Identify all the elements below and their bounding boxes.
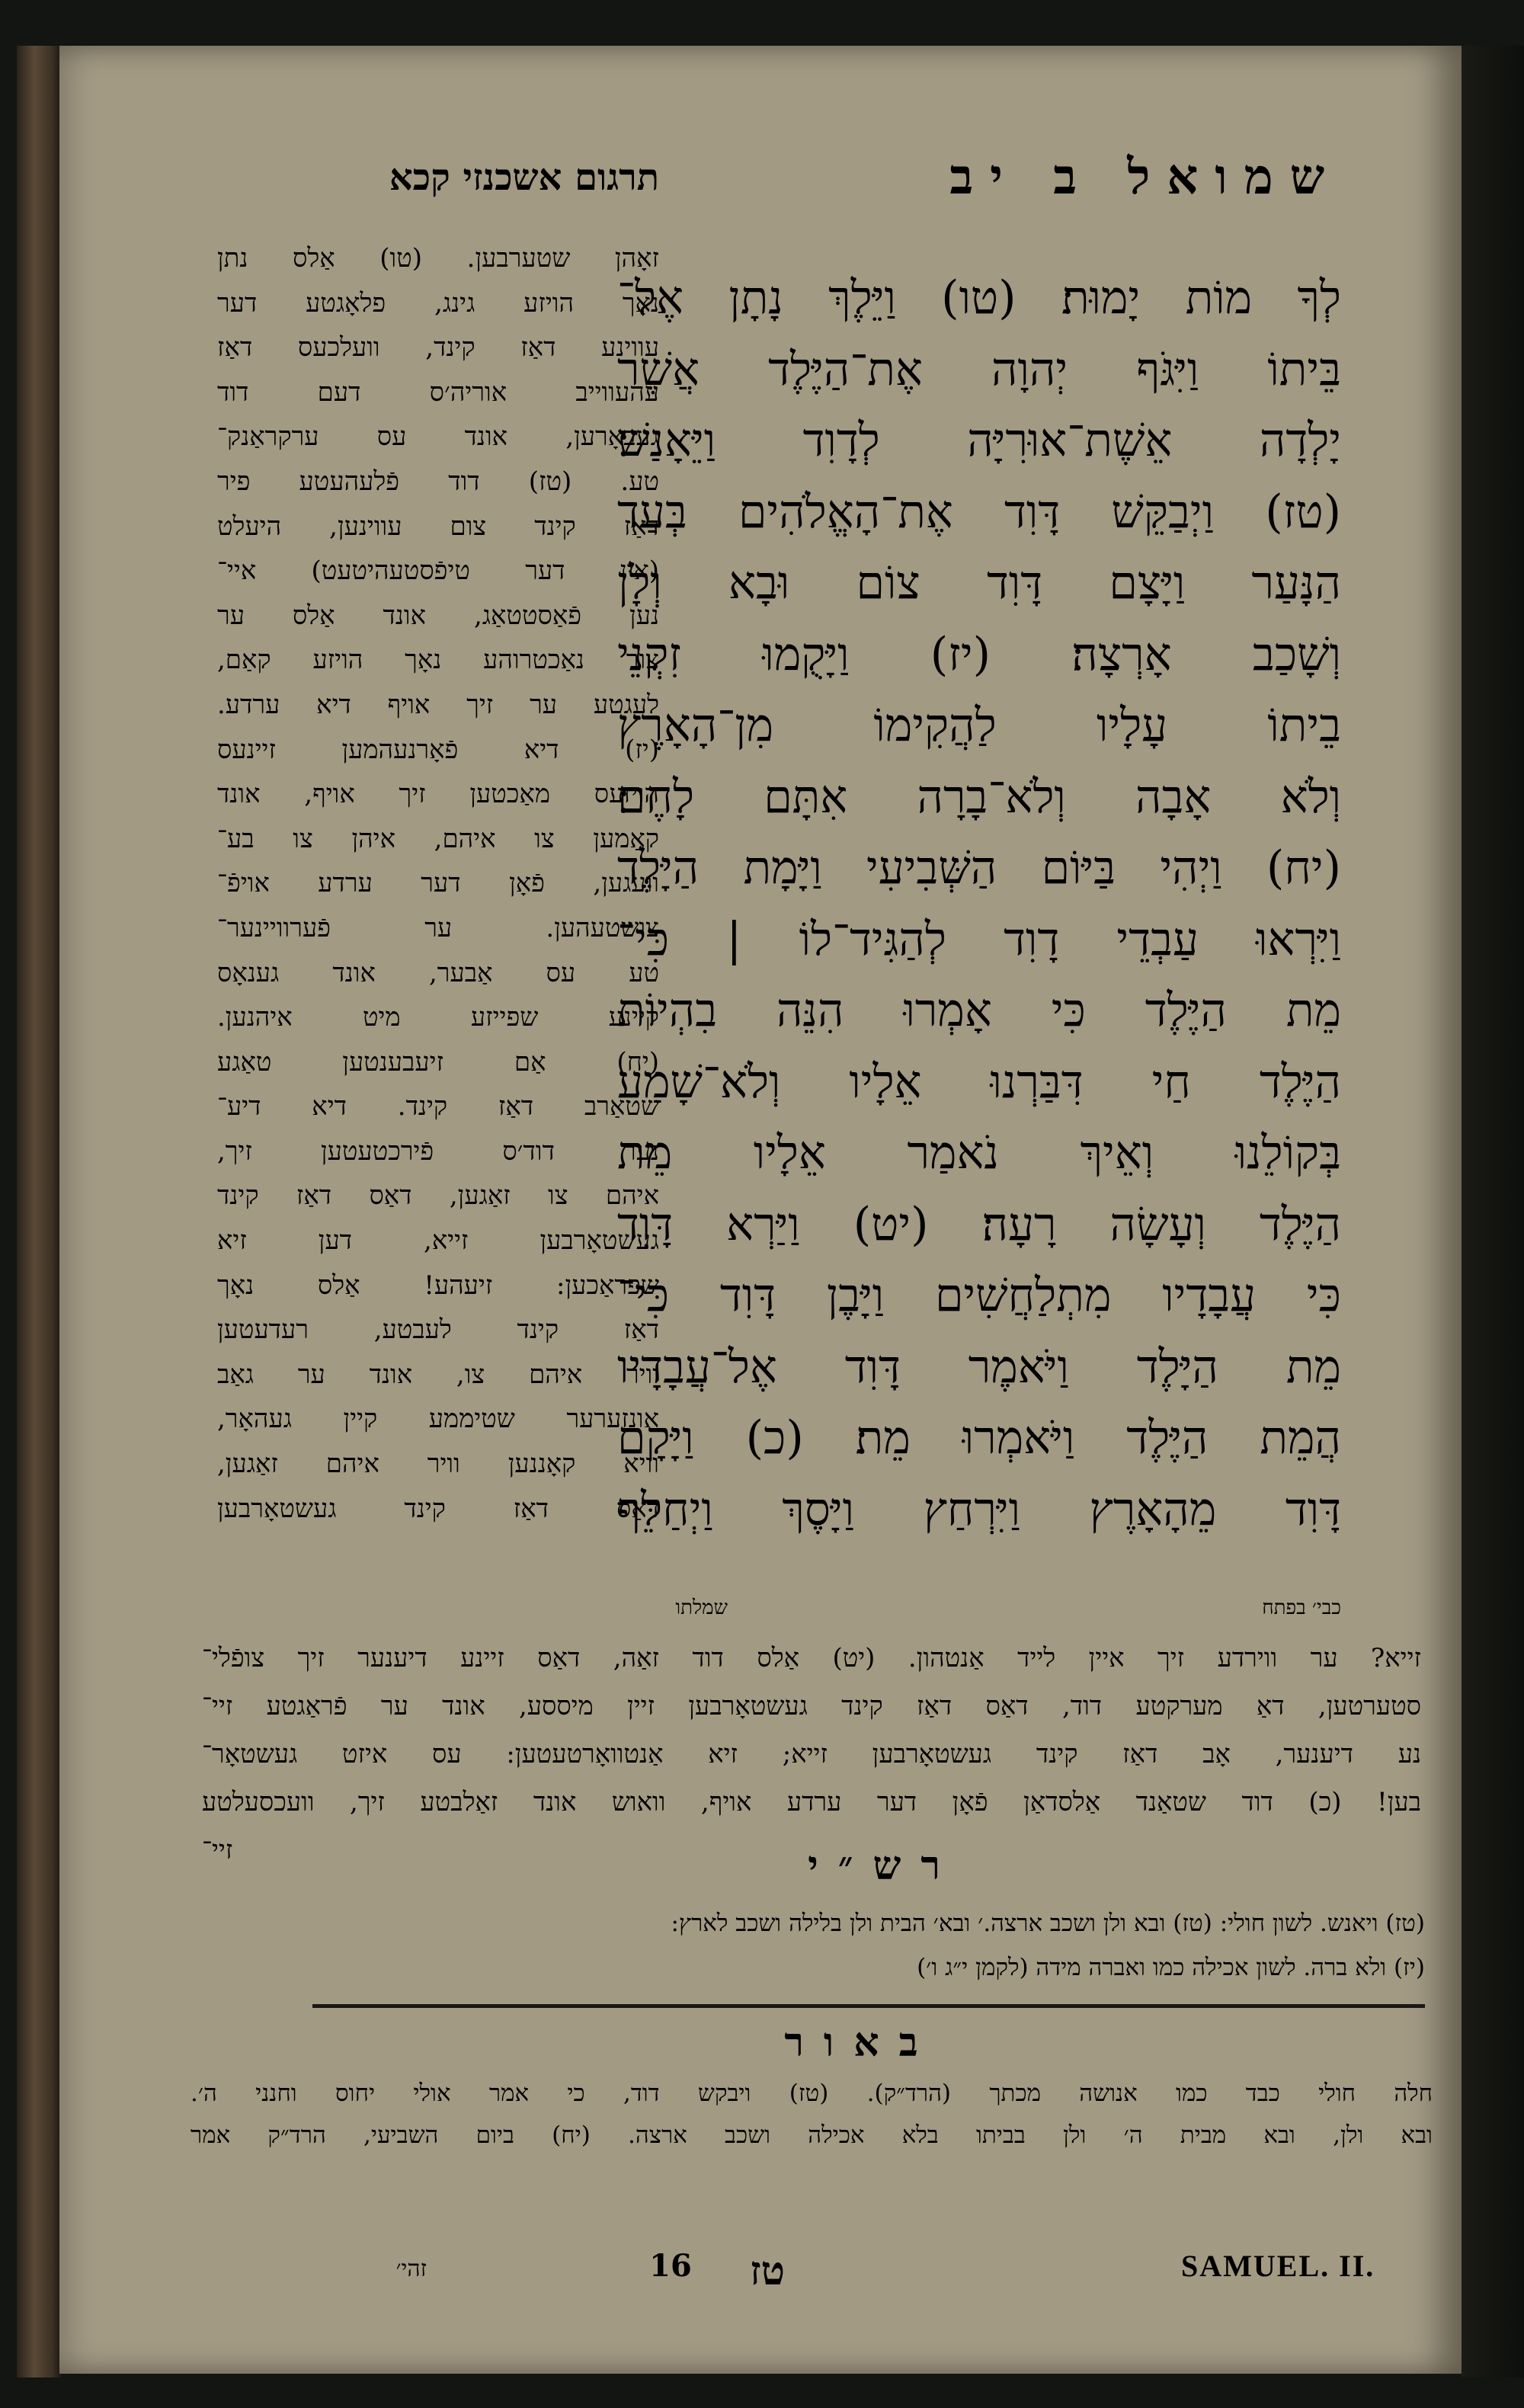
continuation-line: נע דיענער, אָב דאַז קינד געשטאָרבען זייא; זיא אַנטוואָרטעטען: עס איזט געשטאָר־ (202, 1739, 1421, 1769)
targum-line: קאַמען צו איהם, איהן צו בע־ (217, 823, 659, 854)
targum-line: דאַס דאַז קינד געשטאָרבען (217, 1493, 659, 1524)
targum-line: (יז) דיא פֿאָרנעהמען זיינעס (217, 734, 659, 765)
text-line: בְּקוֹלֵנוּ וְאֵיךְ נֹאמַר אֵלָיו מֵת (617, 1126, 1341, 1180)
continuation-line: זיי־ (202, 1835, 233, 1865)
text-line: הַיֶּלֶד וְעָשָׂה רָעָה׃ (יט) וַיַּרְא דָּוִד (617, 1197, 1341, 1251)
rashi-line: (טז) ויאנש. לשון חולי: (טז) ובא ולן ושכב ארצה.׳ ובא׳ הבית ולן בלילה ושכב לארץ: (671, 1910, 1425, 1937)
targum-column (217, 236, 659, 1531)
text-line: מֵת הַיָּלֶד וַיֹּאמֶר דָּוִד אֶל־עֲבָדָיו (617, 1340, 1341, 1394)
targum-line: לעגטע ער זיך אויף דיא ערדע. (217, 689, 659, 720)
targum-line: צושטעהען. ער פֿערוויינער־ (217, 912, 659, 943)
text-line: כִּי עֲבָדָיו מִתְלַחֲשִׁים וַיָּבֶן דָּוִד כִּי־ (617, 1269, 1341, 1322)
rashi-commentary (190, 1901, 1425, 1990)
targum-line: שטאַרב דאַז קינד. דיא דיע־ (217, 1091, 659, 1122)
biur-commentary (190, 2073, 1433, 2157)
rashi-heading: רש״י (808, 1843, 960, 1889)
footer-hebrew-page: טז (750, 2248, 785, 2294)
text-line: לְךָ מוֹת יָמוּת׃ (טו) וַיֵּלֶךְ נָתָן אֶל־ (617, 271, 1341, 325)
targum-line: שפראַכען: זיעהע! אַלס נאָך (217, 1270, 659, 1301)
text-line: בֵיתוֹ עָלָיו לַהֲקִימוֹ מִן־הָאָרֶץ (617, 699, 1341, 752)
targum-line: טע עס אַבער, אונד גענאָס (217, 957, 659, 988)
main-hebrew-text (617, 263, 1341, 1545)
targum-line: נאָך הויזע גינג, פלאָגטע דער (217, 287, 659, 319)
footer-book-title: SAMUEL. II. (1181, 2249, 1375, 2283)
targum-line: טע. (טז) דוד פֿלעהעטע פיר (217, 466, 659, 497)
next-page-edge (1462, 46, 1524, 2378)
targum-line: דאַז קינד צום עווינען, היעלט (217, 511, 659, 542)
text-line: (יח) וַיְהִי בַּיּוֹם הַשְּׁבִיעִי וַיָּמָת הַיָּלֶד (617, 841, 1341, 895)
main-footnote-left: כבי׳ בפתח (1262, 1596, 1341, 1619)
targum-line: (יח) אַם זיעבענטען טאַגע (217, 1046, 659, 1078)
targum-line: נען פֿאַסטטאַג, אונד אַלס ער (217, 600, 659, 631)
text-line: וַיִּרְאוּ עַבְדֵי דָוִד לְהַגִּיד־לוֹ | כִּי־ (617, 912, 1341, 966)
footer-page-number: 16 (649, 2248, 692, 2284)
text-line: וְלֹא אָבָה וְלֹא־בָרָה אִתָּם לָחֶם׃ (617, 770, 1341, 824)
targum-line: צור נאַכטרוהע נאָך הויזע קאַם, (217, 645, 659, 676)
book-edge (17, 46, 61, 2378)
targum-line: וויא קאָננען וויר איהם זאַגען, (217, 1449, 659, 1480)
text-line: (טז) וַיְבַקֵּשׁ דָּוִד אֶת־הָאֱלֹהִים בְּעַד (617, 485, 1341, 539)
targum-line: וועגען, פֿאָן דער ערדע אויפֿ־ (217, 868, 659, 899)
targum-title: תרגום אשכנזי קכא (389, 156, 659, 199)
divider-rule (312, 2004, 1425, 2008)
text-line: וְשָׁכַב אָרְצָה׃ (יז) וַיָּקֻמוּ זִקְנֵי (617, 627, 1341, 681)
rashi-line: (יז) ולא ברה. לשון אכילה כמו ואברה מידה (לקמן י״ג ו׳) (917, 1954, 1425, 1981)
continuation-line: סטערטען, דאַ מערקטע דוד, דאַס דאַז קינד געשטאָרבען זיין מיססע, אונד ער פֿראַגטע זיי־ (202, 1691, 1421, 1721)
targum-line: געשטאָרבען זייא, דען זיא (217, 1225, 659, 1257)
continuation-line: בען! (כ) דוד שטאַנד אַלסדאַן פֿאָן דער ערדע אויף, וואוש אונד זאַלבטע זיך, וועכסעלטע (202, 1787, 1421, 1817)
biur-line: ובא ולן, ובא מבית ה׳ ולן בביתו בלא אכילה ושכב ארצה. (יח) ביום השביעי, הרד״ק אמר (190, 2121, 1433, 2149)
targum-continuation (202, 1635, 1421, 1875)
targum-line: געבאָרען, אונד עס ערקראַנק־ (217, 421, 659, 453)
text-line: יָלְדָה אֵשֶׁת־אוּרִיָּה לְדָוִד וַיֵּאָנַשׁ׃ (617, 414, 1341, 467)
targum-line: קיינע שפייזע מיט איהנען. (217, 1002, 659, 1033)
footer-catchword: זהי׳ (395, 2256, 427, 2282)
targum-line: נער דוד׳ס פֿירכטעטען זיך, (217, 1135, 659, 1167)
text-line: הַיֶּלֶד חַי דִּבַּרְנוּ אֵלָיו וְלֹא־שָׁמַע (617, 1055, 1341, 1109)
text-line: דָּוִד מֵהָאָרֶץ וַיִּרְחַץ וַיָּסֶךְ וַיְחַלֵּף (617, 1482, 1341, 1536)
biur-line: חלה חולי כבד כמו אנושה מכתך (הרד״ק). (טז) ויבקש דוד, כי אמר אולי יחוס וחנני ה׳. (190, 2080, 1433, 2107)
targum-line: (אין דער טיפֿסטעהיטעט) איי־ (217, 556, 659, 587)
targum-line: איהם צו זאַגען, דאַס דאַז קינד (217, 1180, 659, 1212)
targum-line: הויזעס מאַכטען זיך אויף, אונד (217, 779, 659, 810)
targum-line: עהעווייב אוריה׳ס דעם דוד (217, 376, 659, 408)
text-line: בֵּיתוֹ וַיִּגֹּף יְהוָה אֶת־הַיֶּלֶד אֲשֶׁר (617, 342, 1341, 396)
biur-heading: באור (784, 2019, 938, 2066)
targum-line: אונזערער שטיממע קיין געהאָר, (217, 1404, 659, 1435)
text-line: הַנָּעַר וַיָּצָם דָּוִד צוֹם וּבָא וְלָן (617, 556, 1341, 610)
text-line: הֲמֵת הַיֶּלֶד וַיֹּאמְרוּ מֵת׃ (כ) וַיָּקָם (617, 1411, 1341, 1465)
text-line: מֵת הַיֶּלֶד כִּי אָמְרוּ הִנֵּה בִהְיוֹת (617, 984, 1341, 1037)
continuation-line: זייא? ער ווירדע זיך איין לייד אַנטהון. (יט) אַלס דוד זאַה, דאַס זיינע דיענער זיך צופֿלי־ (202, 1643, 1421, 1673)
book-title: שמואל ב יב (949, 149, 1341, 206)
targum-line: דאַז קינד לעבטע, רעדעטען (217, 1314, 659, 1346)
targum-line: זאָהן שטערבען. (טו) אַלס נתן (217, 243, 659, 274)
targum-line: וויר איהם צו, אונד ער גאַב (217, 1359, 659, 1390)
main-footnote-right: שמלתו (675, 1596, 728, 1619)
targum-line: עווינע דאַז קינד, וועלכעס דאַז (217, 332, 659, 363)
